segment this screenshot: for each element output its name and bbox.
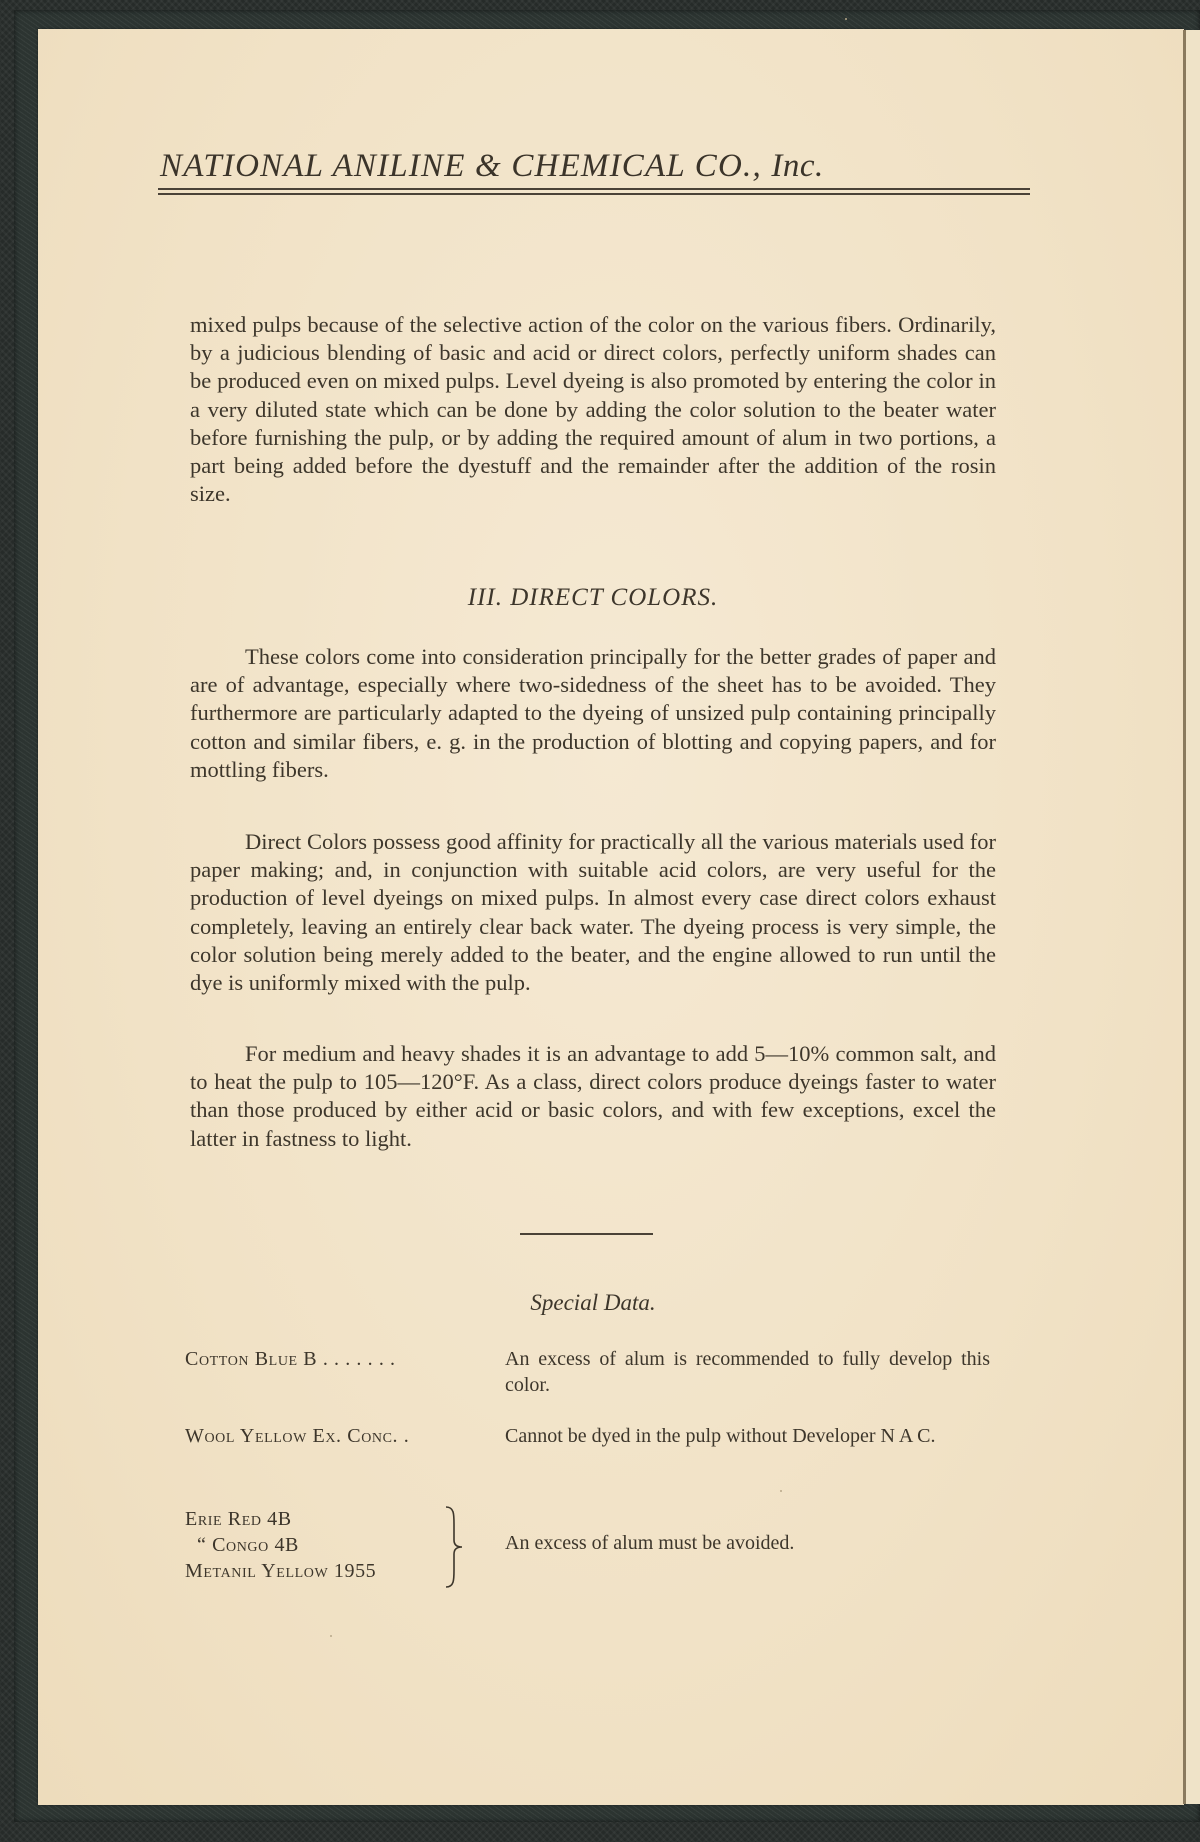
section-title: III. DIRECT COLORS. (467, 584, 719, 611)
paper-speck (845, 18, 847, 20)
dye-name: Metanil Yellow 1955 (185, 1560, 377, 1582)
paper-speck (780, 1490, 782, 1492)
paper-speck (330, 1635, 332, 1637)
header-rule-top (158, 188, 1030, 190)
continuation-paragraph (190, 311, 996, 508)
special-data-title: Special Data. (530, 1290, 656, 1315)
dye-note: Cannot be dyed in the pulp without Developer N A C. (505, 1425, 936, 1447)
header-rule-bottom (158, 193, 1030, 195)
section-divider (520, 1233, 653, 1235)
dye-name-group (185, 1506, 376, 1584)
paragraph-text: These colors come into consideration principally for the better grades of paper and are of advantage, especially where two-sidedness of the sheet has to be avoided. They furthermore are particularly adapted to the dyeing of unsized pulp containing principally cotton and similar fibers, e. g. in the production of blotting and copying papers, and for mottling fibers. (190, 644, 996, 782)
dye-note: An excess of alum is recommended to fully develop this color. (505, 1348, 990, 1396)
paragraph (190, 828, 996, 997)
header-suffix: Inc. (771, 148, 824, 184)
dye-name: Cotton Blue B . . . . . . . (185, 1348, 396, 1370)
brace-icon (440, 1504, 470, 1590)
paragraph-text: mixed pulps because of the selective action of the color on the various fibers. Ordinarily, by a judicious blending of basic and acid or direct colors, perfectly uniform shades can be produced even on mixed pulps. Level dyeing is also promoted by entering the color in a very diluted state which can be done by adding the color solution to the beater water before furnishing the pulp, or by adding the required amount of alum in two portions, a part being added before the dyestuff and the remainder after the addition of the rosin size. (190, 312, 996, 507)
paragraph (190, 1040, 996, 1153)
next-page-strip (1186, 30, 1200, 1804)
dye-name: “ Congo 4B (197, 1534, 299, 1556)
dye-note: An excess of alum must be avoided. (505, 1532, 795, 1554)
paragraph-text: For medium and heavy shades it is an advantage to add 5—10% common salt, and to heat the pulp to 105—120°F. As a class, direct colors produce dyeings faster to water than those produced by either acid or basic colors, and with few exceptions, excel the latter in fastness to light. (190, 1041, 996, 1151)
header-company: NATIONAL ANILINE & CHEMICAL CO., (160, 148, 762, 184)
paragraph (190, 643, 996, 784)
running-header (160, 148, 1030, 185)
paragraph-text: Direct Colors possess good affinity for practically all the various materials used for paper making; and, in conjunction with suitable acid colors, are very useful for the production of level dyeings on mixed pulps. In almost every case direct colors exhaust completely, leaving an entirely clear back water. The dyeing process is very simple, the color solution being merely added to the beater, and the engine allowed to run until the dye is uniformly mixed with the pulp. (190, 829, 996, 996)
dye-name: Wool Yellow Ex. Conc. . (185, 1425, 410, 1447)
dye-name: Erie Red 4B (185, 1508, 292, 1530)
